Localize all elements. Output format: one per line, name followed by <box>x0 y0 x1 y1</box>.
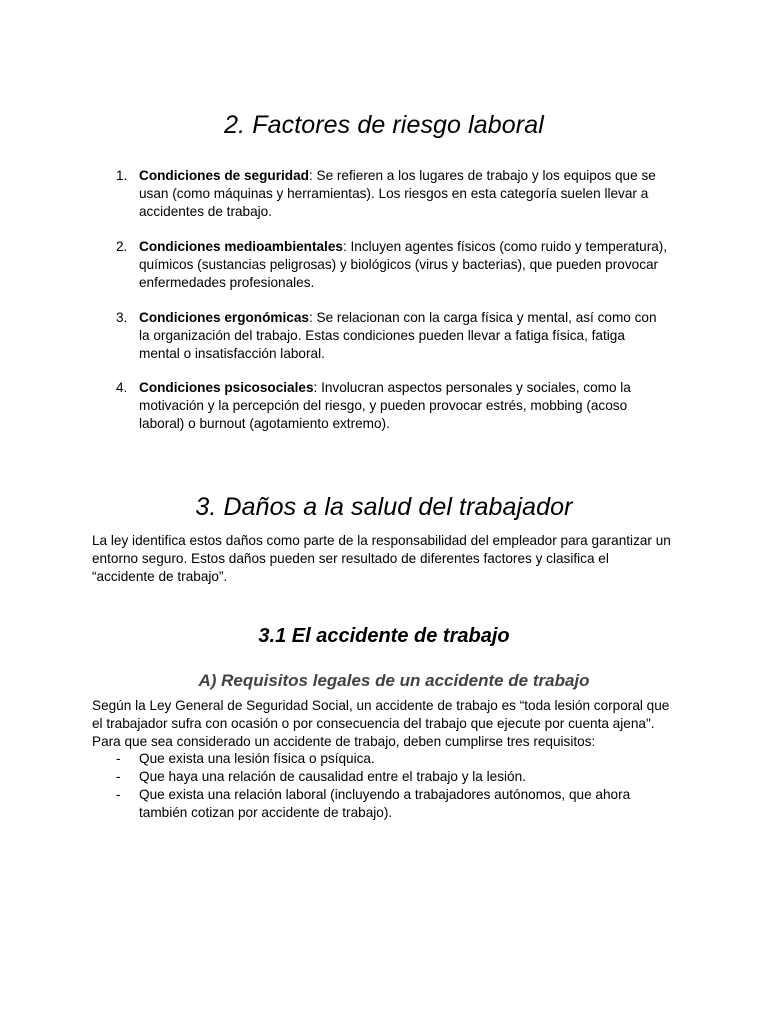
list-item-marker: - <box>116 751 121 766</box>
list-item-number: 3. <box>116 310 128 325</box>
section-2-title: 2. Factores de riesgo laboral <box>224 111 544 139</box>
list-item-term: Condiciones ergonómicas <box>139 310 309 325</box>
list-item-term: Condiciones medioambientales <box>139 239 343 254</box>
list-item-description: : Se relacionan con la carga física y mental, así como con la organización del trabajo. Estas condiciones pueden llevar a fatiga física, fatiga mental o insatisfacción laboral. <box>139 310 657 361</box>
list-item-number: 2. <box>116 239 128 254</box>
list-item-text: Que exista una lesión física o psíquica. <box>139 751 375 766</box>
list-item-text <box>139 309 669 363</box>
subsection-3-1-title: 3.1 El accidente de trabajo <box>258 625 510 647</box>
subheading-requirements: A) Requisitos legales de un accidente de trabajo <box>198 671 590 690</box>
list-item-term: Condiciones de seguridad <box>139 168 309 183</box>
accident-definition-paragraph: Según la Ley General de Seguridad Social, un accidente de trabajo es “toda lesión corporal que el trabajador sufra con ocasión o por consecuencia del trabajo que ejecute por cuenta ajena". Para que sea considerado un accidente de trabajo, deben cumplirse tres requisitos: <box>92 698 670 749</box>
list-item-number: 4. <box>116 380 128 395</box>
list-item-description: : Incluyen agentes físicos (como ruido y temperatura), químicos (sustancias peligrosas) y biológicos (virus y bacterias), que pueden provocar enfermedades profesionales. <box>139 239 668 290</box>
list-item-description: : Involucran aspectos personales y sociales, como la motivación y la percepción del riesgo, y pueden provocar estrés, mobbing (acoso laboral) o burnout (agotamiento extremo). <box>139 380 631 431</box>
list-item-text <box>139 238 669 292</box>
list-item-text <box>139 167 669 221</box>
list-item-description: : Se refieren a los lugares de trabajo y los equipos que se usan (como máquinas y herramientas). Los riesgos en esta categoría suelen llevar a accidentes de trabajo. <box>139 168 656 219</box>
list-item-marker: - <box>116 769 121 784</box>
list-item-text: Que exista una relación laboral (incluyendo a trabajadores autónomos, que ahora también cotizan por accidente de trabajo). <box>139 787 631 820</box>
section-3-title: 3. Daños a la salud del trabajador <box>195 493 573 521</box>
list-item-number: 1. <box>116 168 128 183</box>
section-3-intro: La ley identifica estos daños como parte de la responsabilidad del empleador para garantizar un entorno seguro. Estos daños pueden ser resultado de diferentes factores y clasifica el “accidente de trabajo”. <box>92 533 671 584</box>
list-item-text: Que haya una relación de causalidad entre el trabajo y la lesión. <box>139 769 526 784</box>
list-item-text <box>139 379 669 433</box>
list-item-term: Condiciones psicosociales <box>139 380 314 395</box>
list-item-marker: - <box>116 787 121 802</box>
